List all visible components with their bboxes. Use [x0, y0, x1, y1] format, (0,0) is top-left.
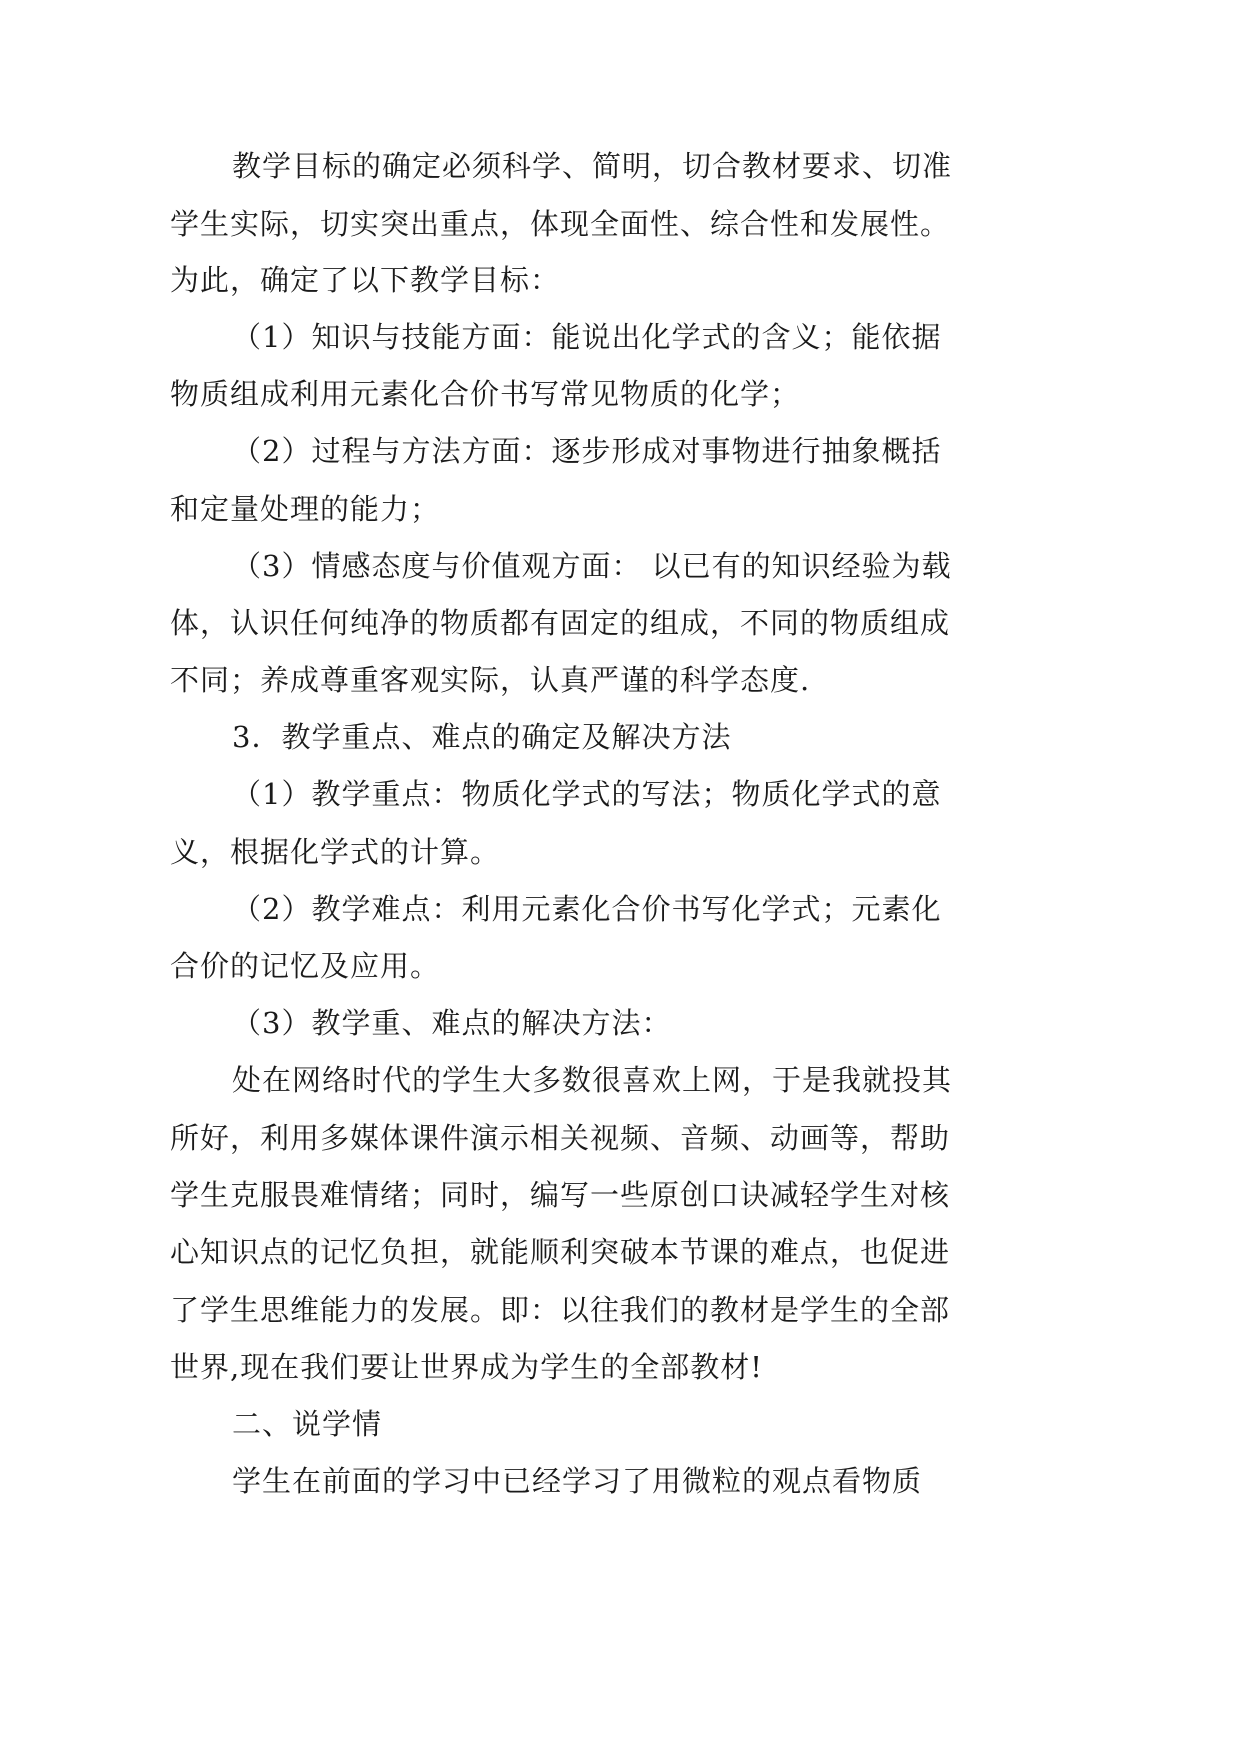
text-line: 学生克服畏难情绪；同时，编写一些原创口诀减轻学生对核 — [170, 1178, 951, 1212]
text-line: 了学生思维能力的发展。即：以往我们的教材是学生的全部 — [170, 1293, 951, 1327]
text-line: 物质组成利用元素化合价书写常见物质的化学； — [170, 377, 801, 411]
text-line: （1）知识与技能方面：能说出化学式的含义；能依据 — [232, 320, 942, 354]
text-line: 和定量处理的能力； — [170, 492, 441, 526]
text-line: 义，根据化学式的计算。 — [170, 835, 501, 869]
text-line: 世界,现在我们要让世界成为学生的全部教材! — [170, 1350, 763, 1384]
text-line: 体，认识任何纯净的物质都有固定的组成，不同的物质组成 — [170, 606, 951, 640]
text-line: （2）教学难点：利用元素化合价书写化学式；元素化 — [232, 892, 942, 926]
text-line: 心知识点的记忆负担，就能顺利突破本节课的难点，也促进 — [170, 1235, 951, 1269]
text-line: （3）教学重、难点的解决方法： — [232, 1006, 672, 1040]
text-line: （3）情感态度与价值观方面： 以已有的知识经验为载 — [232, 549, 952, 583]
section-heading: 二、说学情 — [232, 1407, 383, 1441]
text-line: 所好，利用多媒体课件演示相关视频、音频、动画等，帮助 — [170, 1121, 951, 1155]
section-heading: 3．教学重点、难点的确定及解决方法 — [232, 720, 732, 754]
text-line: （1）教学重点：物质化学式的写法；物质化学式的意 — [232, 777, 942, 811]
text-line: 学生实际，切实突出重点，体现全面性、综合性和发展性。 — [170, 207, 951, 241]
text-line: （2）过程与方法方面：逐步形成对事物进行抽象概括 — [232, 434, 942, 468]
text-line: 处在网络时代的学生大多数很喜欢上网，于是我就投其 — [232, 1063, 953, 1097]
text-line: 学生在前面的学习中已经学习了用微粒的观点看物质 — [232, 1464, 923, 1498]
text-line: 教学目标的确定必须科学、简明，切合教材要求、切准 — [232, 149, 953, 183]
text-line: 为此，确定了以下教学目标： — [170, 263, 561, 297]
text-line: 不同；养成尊重客观实际，认真严谨的科学态度. — [170, 663, 811, 697]
text-line: 合价的记忆及应用。 — [170, 949, 441, 983]
